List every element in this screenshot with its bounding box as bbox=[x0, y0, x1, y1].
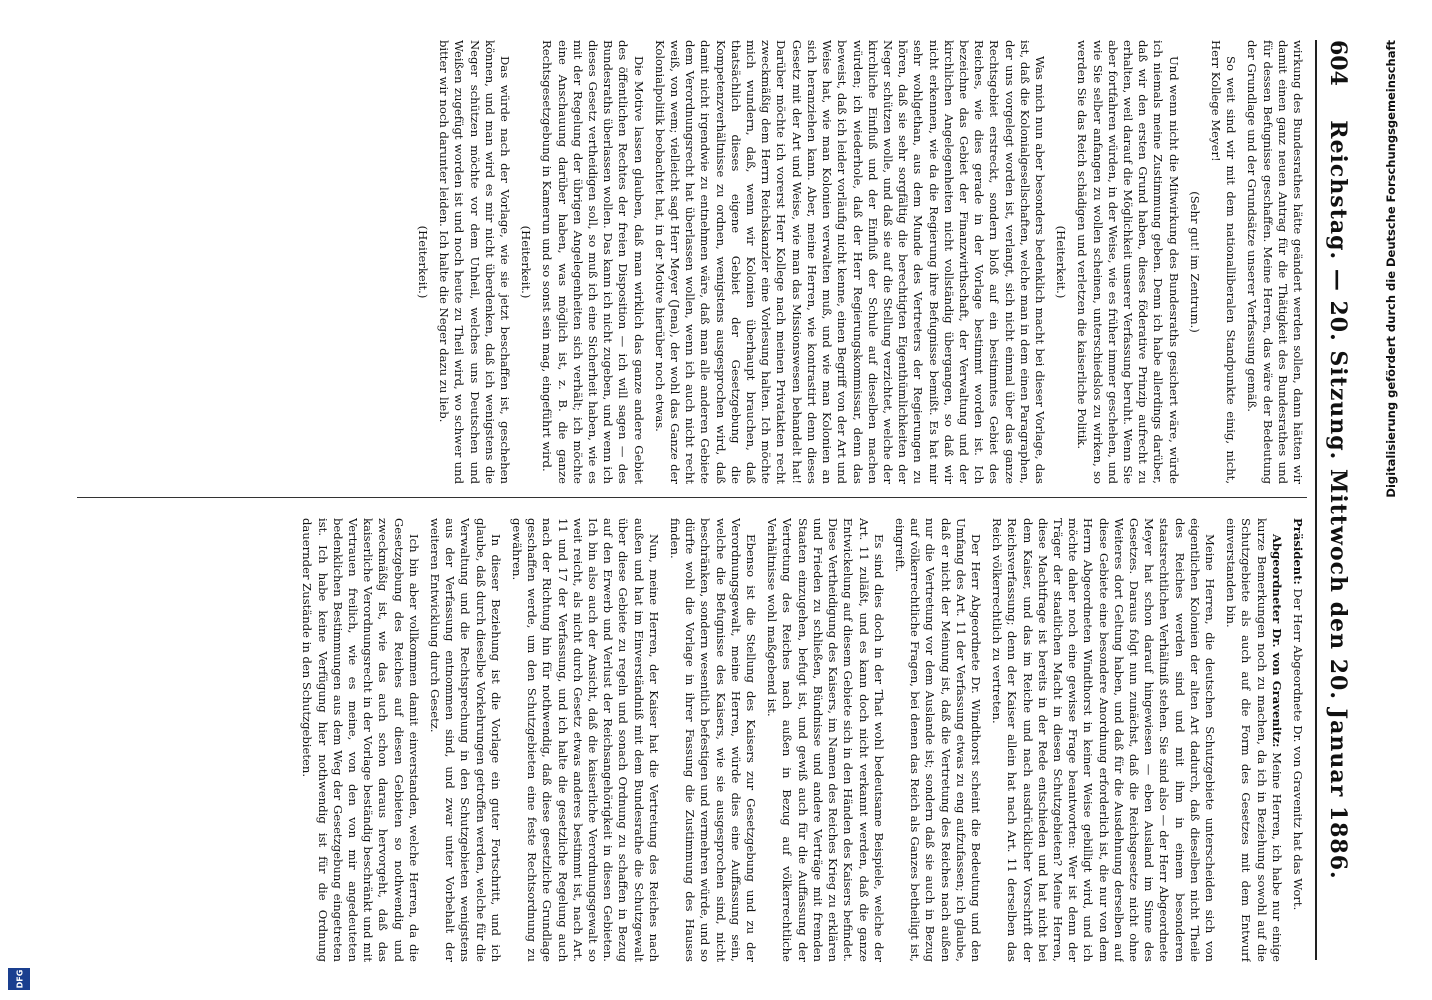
paragraph: Meine Herren, die deutschen Schutzgebiete unterscheiden sich von eigentlichen Kolonien der alten Art dadurch, daß dieselben nicht Theile des Reiches werden sind und mit ihm in einem besonderen staatsrechtlichen Verhältniß stehen. Sie sind also — der Herr Abgeordnete Meyer hat schon darauf hingewiesen — eben Ausland im Sinne des Gesetzes. Daraus folgt nun zunächst, daß die Reichsgesetze nicht ohne Weiteres dort Geltung haben, und daß für die Ausdehnung derselben auf diese Gebiete eine besondere Anordnung erforderlich ist, die nur von dem Herrn Abgeordneten Windthorst in keiner Weise gebilligt wird, und ich möchte daher noch eine gewisse Frage beantworten: Wer ist denn der Träger der staatlichen Macht in diesen Schutzgebieten? Meine Herren, diese Machtfrage ist bereits in der Rede entschieden und hat nicht bei dem Kaiser, und das im Reiche und nach ausdrücklicher Vorschrift der Reichsverfassung; denn der Kaiser allein hat nach Art. 11 derselben das Reich völkerrechtlich zu vertreten. bbox=[990, 518, 1217, 962]
paragraph: wirkung des Bundesrathes hätte geändert werden sollen, dann hätten wir damit einen ganz neuen Antrag für die Thätigkeit des Bundesrathes und für dessen Befugnisse geschaffen. Meine Herren, das wäre der Bedeutung der Grundlage und der Grundsätze unserer Verfassung gemäß. bbox=[1245, 40, 1305, 484]
paragraph: So weit sind wir mit dem nationalliberalen Standpunkte einig, nicht, Herr Kollege Meyer! bbox=[1208, 40, 1239, 484]
paragraph: Nun, meine Herren, der Kaiser hat die Vertretung des Reiches nach außen und hat im Einverständniß mit dem Bundesrathe die Schutzgewalt über diese Gebiete zu regeln und sonach Ordnung zu schaffen in Bezug auf den Erwerb und Verlust der Reichsangehörigkeit in diesen Gebieten. Ich bin also auch der Ansicht, daß die kaiserliche Verordnungsgewalt so weit reicht, als nicht durch Gesetz etwas anderes bestimmt ist, nach Art. 11 und 17 der Verfassung, und ich halte die gesetzliche Regelung auch nach der Richtung hin für nothwendig, daß diese gesetzliche Grundlage geschaffen werde, um den Schutzgebieten eine feste Rechtsordnung zu gewähren. bbox=[510, 518, 661, 962]
left-column bbox=[65, 40, 1305, 484]
stage-direction: (Heiterkeit.) bbox=[1054, 225, 1069, 299]
paragraph: Es sind dies doch in der That wohl bedeutsame Beispiele, welche der Art. 11 zuläßt, und es kann doch nicht verkannt werden, daß die ganze Entwickelung auf diesem Gebiete sich in den Händen des Kaisers befindet. Diese Vertheidigung des Kaisers, im Namen des Reiches Krieg zu erklären und Frieden zu schließen, Bündnisse und andere Verträge mit fremden Staaten einzugehen, befugt ist, und gewiß auch für die Auffassung der Vertretung des Reiches nach außen in Bezug auf völkerrechtliche Verhältnisse wohl maßgebend ist. bbox=[765, 518, 886, 962]
president-label: Präsident: bbox=[1291, 518, 1305, 585]
right-column bbox=[65, 518, 1305, 962]
paragraph: Ich bin aber vollkommen damit einverstanden, welche Herren, da die Gesetzgebung des Reiches auf diesen Gebieten so nothwendig und zweckmäßig ist, wie das auch schon daraus hervorgeht, daß das kaiserliche Verordnungsrecht in der Vorlage beständig beschränkt und mit Vertrauen freilich, wie es meine, von den von mir angedeuteten bedenklichen Bestimmungen aus dem Weg der Gesetzgebung eingetreten ist. Ich habe keine Verfügung hier nothwendig ist für die Ordnung dauernder Zustände in den Schutzgebieten. bbox=[300, 518, 421, 962]
paragraph: In dieser Beziehung ist die Vorlage ein guter Fortschritt, und ich glaube, daß durch dieselbe Vorkehrungen getroffen werden, welche für die Verwaltung und die Rechtsprechung in den Schutzgebieten wenigstens aus der Verfassung entnommen sind, und zwar unter Vorbehalt der weiteren Entwicklung durch Gesetz. bbox=[428, 518, 503, 962]
column-divider bbox=[77, 497, 1307, 498]
logo-label: DFG bbox=[15, 969, 25, 989]
paragraph: Der Herr Abgeordnete Dr. Windthorst scheint die Bedeutung und den Umfang des Art. 11 der Verfassung etwas zu eng aufzufassen; ich glaube, daß er nicht der Meinung ist, daß die Vertretung des Reiches nach außen nur die Vertretung vor dem Auslande ist; sondern daß sie auch in Bezug auf völkerrechtliche Fragen, bei denen das Reich als Ganzes betheiligt ist, eingreift. bbox=[892, 518, 983, 962]
running-title: Reichstag. — 20. Sitzung. Mittwoch den 20. Januar 1886. bbox=[1325, 120, 1351, 880]
paragraph: Und wenn nicht die Mitwirkung des Bundesraths gesichert wäre, würde ich niemals meine Zustimmung geben. Denn ich habe allerdings darüber, daß wir den ersten Grund haben, dieses föderative Prinzip aufrecht zu erhalten, weil darauf die Möglichkeit unserer Verfassung beruht. Wenn Sie aber fortfahren würden, in der Weise, wie es früher immer geschehen, und wie Sie selber anfangen zu wollen scheinen, unterschiedslos zu wirken, so werden Sie das Reich schädigen und verletzen die kaiserliche Politik. bbox=[1075, 40, 1181, 484]
newspaper-page bbox=[17, 0, 1387, 1000]
speaker-paragraph bbox=[1223, 518, 1284, 962]
paragraph: Was mich nun aber besonders bedenklich macht bei dieser Vorlage, das ist, daß die Kolonialgesellschaften, welche man in dem einen Paragraphen, der uns vorgelegt worden ist, verlangt, sich nicht einmal über das ganze Rechtsgebiet erstreckt, sondern bloß auf ein bestimmtes Gebiet des Reiches, wie dies gerade in der Vorlage bestimmt worden ist. Ich bezeichne das Gebiet der Finanzwirthschaft, der Verwaltung und der kirchlichen Angelegenheiten nicht vollständig übergangen, so daß wir nicht erkennen, wie da die Regierung ihre Befugnisse bemißt. Es hat mir sehr wohlgethan, aus dem Munde des Vertreters der Regierungen zu hören, daß sie sehr sorgfältig die berechtigten Eigenthümlichkeiten der Neger schützen wolle, und daß sie auf die Stellung verzichtet, welche der kirchliche Einfluß und der Einfluß der Schule auf dieselben machen würden; ich wiederhole, daß der Herr Regierungskommissar, denn das beweist, daß ich leider vorläufig nicht kenne, einen Begriff von der Art und Weise hat, wie man Kolonien verwalten muß, und wie man Kolonien an sich heranziehen kann. Aber, meine Herren, wie kontrastirt denn dieses Gesetz mit der Art und Weise, wie man das Missionswesen behandelt hat! Darüber möchte ich vorerst Herr Kollege nach meinen Privatakten recht zweckmäßig dem Herrn Reichskanzler eine Vorlesung halten. Ich möchte mich wundern, daß, wenn wir Kolonien überhaupt brauchen, daß thatsächlich dieses eigene Gebiet der Gesetzgebung die Kompetenzverhältnisse zu ordnen, wenigstens ausgesprochen wird, daß damit nicht irgendwie zu entnehmen wäre, daß man alle anderen Gebiete dem Verordnungsrecht hat überlassen wollen, wenn ich auch nicht recht weiß, von wem; vielleicht sagt Herr Meyer (Jena), der wohl das Ganze der Kolonialpolitik beobachtet hat, in der Motive hierüber noch etwas. bbox=[652, 40, 1047, 484]
president-paragraph bbox=[1290, 518, 1305, 962]
paragraph: Das würde nach der Vorlage, wie sie jetzt beschaffen ist, geschehen können, und man wird es mir nicht überdenken, daß ich wenigstens die Neger schützen möchte vor dem Unheil, welches uns Deutschen und Weißen zugefügt worden ist und noch heute zu Theil wird, wo schwer und bitter wir noch darunter leiden. Ich halte die Neger dazu zu lieb. bbox=[437, 40, 513, 484]
page-number: 604 bbox=[1325, 40, 1351, 86]
stage-direction: (Sehr gut! im Zentrum.) bbox=[1187, 191, 1202, 333]
paragraph: Die Motive lassen glauben, daß man wirklich das ganze andere Gebiet des öffentlichen Rechtes der freien Disposition — ich will sagen — des Bundesraths überlassen wollen. Das kann ich nicht zugeben, und wenn ich dieses Gesetz vertheidigen soll, so muß ich eine Sicherheit haben, wie es mit der Regelung der übrigen Angelegenheiten sich verhält; ich möchte eine Anschauung darüber haben, was möglich ist, z. B. die ganze Rechtsgesetzgebung in Kamerun und so sonst sein mag, eingeführt wird. bbox=[540, 40, 646, 484]
stage-direction: (Heiterkeit.) bbox=[519, 225, 534, 299]
dfg-logo-icon bbox=[8, 968, 30, 990]
digitization-note bbox=[1372, 40, 1420, 990]
funding-credit: Digitalisierung gefördert durch die Deutsche Forschungsgemeinschaft bbox=[1384, 40, 1398, 498]
paragraph: Ebenso ist die Stellung des Kaisers zur Gesetzgebung und zu der Verordnungsgewalt, meine Herren, würde dies eine Auffassung sein, welche die Befugnisse des Kaisers, wie sie ausgesprochen sind, nicht beschränken, sondern wesentlich befestigen und vermehren würde, und so dürfte wohl die Vorlage in ihrer Fassung die Zustimmung des Hauses finden. bbox=[668, 518, 759, 962]
stage-direction: (Heiterkeit.) bbox=[416, 225, 431, 299]
speaker-text: Meine Herren, ich habe nur einige kurze Bemerkungen noch zu machen, da ich in Beziehung sowohl auf die Schutzgebiete als auch auf die Form des Gesetzes mit dem Entwurf einverstanden bin. bbox=[1224, 518, 1284, 962]
president-text: Der Herr Abgeordnete Dr. von Gravenitz hat das Wort. bbox=[1291, 588, 1305, 911]
page-header bbox=[1315, 40, 1357, 960]
speaker-label: Abgeordneter Dr. von Gravenitz: bbox=[1269, 534, 1284, 748]
